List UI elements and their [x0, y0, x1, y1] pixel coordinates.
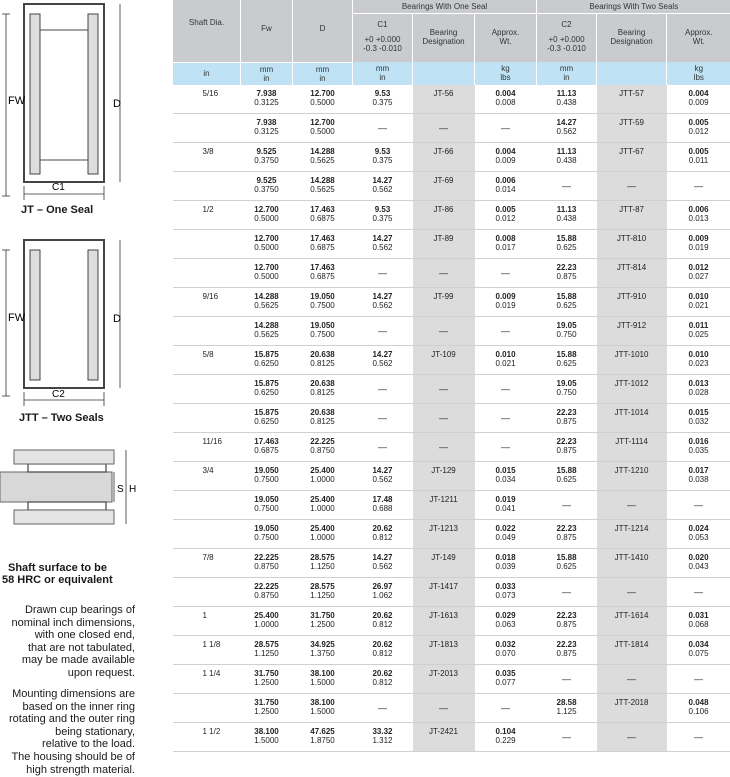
weight-two-seals-cell: 0.015 0.032 — [667, 404, 730, 433]
c1-cell: 14.27 0.562 — [353, 230, 413, 259]
fw-cell: 22.225 0.8750 — [241, 578, 293, 607]
shaft-dia-cell — [173, 259, 241, 288]
table-row — [173, 85, 730, 114]
designation-one-seal-cell: — — [413, 259, 475, 288]
d-cell: 38.100 1.5000 — [293, 665, 353, 694]
weight-one-seal-cell: 0.033 0.073 — [475, 578, 537, 607]
header-d: D — [293, 0, 353, 62]
fw-cell: 12.700 0.5000 — [241, 230, 293, 259]
jtt-two-seals-diagram — [0, 236, 140, 424]
fw-cell: 12.700 0.5000 — [241, 259, 293, 288]
designation-one-seal-cell: JT-1613 — [413, 607, 475, 636]
designation-one-seal-cell: JT-89 — [413, 230, 475, 259]
c2-cell: 15.88 0.625 — [537, 346, 597, 375]
unit-wt-1: kg lbs — [475, 62, 537, 85]
designation-one-seal-cell: JT-1417 — [413, 578, 475, 607]
unit-c1: mm in — [353, 62, 413, 85]
shaft-caption-1: Shaft surface to be — [8, 562, 108, 574]
c2-cell: 19.05 0.750 — [537, 375, 597, 404]
designation-one-seal-cell: — — [413, 114, 475, 143]
designation-two-seals-cell: JTT-59 — [597, 114, 667, 143]
weight-one-seal-cell: 0.010 0.021 — [475, 346, 537, 375]
header-designation-1: Bearing Designation — [413, 14, 475, 63]
fw-cell: 7.938 0.3125 — [241, 85, 293, 114]
designation-one-seal-cell: — — [413, 317, 475, 346]
designation-one-seal-cell: — — [413, 694, 475, 723]
table-row — [173, 259, 730, 288]
table-row — [173, 114, 730, 143]
designation-two-seals-cell: JTT-1410 — [597, 549, 667, 578]
table-row — [173, 549, 730, 578]
c2-cell: 11.13 0.438 — [537, 85, 597, 114]
c1-cell: — — [353, 694, 413, 723]
designation-two-seals-cell: — — [597, 665, 667, 694]
shaft-dia-cell — [173, 114, 241, 143]
d-cell: 28.575 1.1250 — [293, 549, 353, 578]
c2-label: C2 — [52, 389, 65, 400]
d-cell: 22.225 0.8750 — [293, 433, 353, 462]
c1-cell: 20.62 0.812 — [353, 636, 413, 665]
weight-two-seals-cell: 0.010 0.023 — [667, 346, 730, 375]
designation-one-seal-cell: JT-99 — [413, 288, 475, 317]
shaft-dia-cell — [173, 520, 241, 549]
c1-cell: 26.97 1.062 — [353, 578, 413, 607]
designation-two-seals-cell: JTT-1210 — [597, 462, 667, 491]
shaft-dia-cell — [173, 375, 241, 404]
shaft-dia-cell: 1 1/4 — [173, 665, 241, 694]
shaft-dia-cell — [173, 491, 241, 520]
table-row — [173, 375, 730, 404]
d-cell: 20.638 0.8125 — [293, 346, 353, 375]
designation-two-seals-cell: JTT-1014 — [597, 404, 667, 433]
table-row — [173, 317, 730, 346]
fw-cell: 19.050 0.7500 — [241, 491, 293, 520]
left-panel — [0, 0, 140, 777]
d-cell: 31.750 1.2500 — [293, 607, 353, 636]
weight-one-seal-cell: 0.009 0.019 — [475, 288, 537, 317]
d-cell: 25.400 1.0000 — [293, 491, 353, 520]
weight-two-seals-cell: 0.020 0.043 — [667, 549, 730, 578]
d-cell: 20.638 0.8125 — [293, 375, 353, 404]
designation-one-seal-cell: JT-2421 — [413, 723, 475, 752]
designation-one-seal-cell: JT-86 — [413, 201, 475, 230]
fw-label: FW — [8, 95, 26, 107]
unit-d: mm in — [293, 62, 353, 85]
unit-designation-1 — [413, 62, 475, 85]
h-label: H — [129, 484, 137, 495]
c1-cell: — — [353, 114, 413, 143]
shaft-dia-cell — [173, 317, 241, 346]
table-row — [173, 172, 730, 201]
fw-cell: 14.288 0.5625 — [241, 317, 293, 346]
c2-cell: — — [537, 172, 597, 201]
c2-cell: — — [537, 665, 597, 694]
table-row — [173, 143, 730, 172]
shaft-dia-cell: 3/4 — [173, 462, 241, 491]
weight-one-seal-cell: 0.029 0.063 — [475, 607, 537, 636]
fw-cell: 28.575 1.1250 — [241, 636, 293, 665]
header-designation-2: Bearing Designation — [597, 14, 667, 63]
designation-two-seals-cell: JTT-2018 — [597, 694, 667, 723]
designation-one-seal-cell: JT-149 — [413, 549, 475, 578]
table-row — [173, 462, 730, 491]
weight-one-seal-cell: — — [475, 404, 537, 433]
unit-designation-2 — [597, 62, 667, 85]
weight-one-seal-cell: 0.008 0.017 — [475, 230, 537, 259]
shaft-dia-cell — [173, 172, 241, 201]
shaft-dia-cell: 5/8 — [173, 346, 241, 375]
c2-cell: 15.88 0.625 — [537, 230, 597, 259]
designation-two-seals-cell: JTT-910 — [597, 288, 667, 317]
d-cell: 34.925 1.3750 — [293, 636, 353, 665]
shaft-dia-cell: 1 — [173, 607, 241, 636]
fw-cell: 19.050 0.7500 — [241, 462, 293, 491]
c1-cell: 14.27 0.562 — [353, 172, 413, 201]
c1-cell: 20.62 0.812 — [353, 665, 413, 694]
weight-two-seals-cell: 0.009 0.019 — [667, 230, 730, 259]
designation-one-seal-cell: JT-66 — [413, 143, 475, 172]
c1-cell: 9.53 0.375 — [353, 201, 413, 230]
group-one-seal: Bearings With One Seal — [353, 0, 537, 14]
shaft-dia-cell: 5/16 — [173, 85, 241, 114]
shaft-dia-cell: 9/16 — [173, 288, 241, 317]
weight-one-seal-cell: 0.035 0.077 — [475, 665, 537, 694]
designation-two-seals-cell: — — [597, 723, 667, 752]
shaft-dia-cell: 1/2 — [173, 201, 241, 230]
table-row — [173, 346, 730, 375]
weight-two-seals-cell: — — [667, 578, 730, 607]
shaft-dia-cell: 1 1/8 — [173, 636, 241, 665]
designation-two-seals-cell: JTT-810 — [597, 230, 667, 259]
table-row — [173, 491, 730, 520]
table-row — [173, 288, 730, 317]
designation-two-seals-cell: — — [597, 172, 667, 201]
jt-one-seal-diagram — [0, 0, 140, 216]
unit-fw: mm in — [241, 62, 293, 85]
d-cell: 38.100 1.5000 — [293, 694, 353, 723]
unit-wt-2: kg lbs — [667, 62, 730, 85]
c1-cell: 14.27 0.562 — [353, 346, 413, 375]
shaft-dia-cell — [173, 230, 241, 259]
c1-cell: — — [353, 433, 413, 462]
table-row — [173, 520, 730, 549]
designation-two-seals-cell: JTT-912 — [597, 317, 667, 346]
weight-one-seal-cell: — — [475, 375, 537, 404]
c2-cell: 15.88 0.625 — [537, 462, 597, 491]
fw-cell: 17.463 0.6875 — [241, 433, 293, 462]
designation-one-seal-cell: JT-69 — [413, 172, 475, 201]
c1-cell: — — [353, 259, 413, 288]
c2-cell: 14.27 0.562 — [537, 114, 597, 143]
weight-two-seals-cell: 0.024 0.053 — [667, 520, 730, 549]
d-cell: 20.638 0.8125 — [293, 404, 353, 433]
weight-one-seal-cell: 0.018 0.039 — [475, 549, 537, 578]
weight-one-seal-cell: — — [475, 114, 537, 143]
jtt-caption: JTT – Two Seals — [19, 412, 104, 424]
designation-two-seals-cell: JTT-1814 — [597, 636, 667, 665]
fw-cell: 38.100 1.5000 — [241, 723, 293, 752]
weight-two-seals-cell: — — [667, 665, 730, 694]
fw-cell: 9.525 0.3750 — [241, 172, 293, 201]
designation-one-seal-cell: — — [413, 375, 475, 404]
designation-two-seals-cell: — — [597, 491, 667, 520]
weight-two-seals-cell: 0.048 0.106 — [667, 694, 730, 723]
d-cell: 14.288 0.5625 — [293, 172, 353, 201]
note-not-tabulated: Drawn cup bearings of nominal inch dimensions, with one closed end, that are not tabulated, may be made available upon request. — [11, 604, 135, 679]
weight-one-seal-cell: 0.004 0.008 — [475, 85, 537, 114]
fw-cell: 25.400 1.0000 — [241, 607, 293, 636]
c1-cell: — — [353, 317, 413, 346]
c2-cell: 11.13 0.438 — [537, 201, 597, 230]
c2-cell: 15.88 0.625 — [537, 549, 597, 578]
fw-cell: 9.525 0.3750 — [241, 143, 293, 172]
weight-one-seal-cell: — — [475, 259, 537, 288]
d-cell: 47.625 1.8750 — [293, 723, 353, 752]
fw-cell: 22.225 0.8750 — [241, 549, 293, 578]
c2-cell: 22.23 0.875 — [537, 636, 597, 665]
c1-cell: 33.32 1.312 — [353, 723, 413, 752]
table-row — [173, 201, 730, 230]
group-two-seals: Bearings With Two Seals — [537, 0, 730, 14]
table-row — [173, 230, 730, 259]
table-row — [173, 578, 730, 607]
designation-two-seals-cell: JTT-1010 — [597, 346, 667, 375]
table-row — [173, 665, 730, 694]
weight-two-seals-cell: 0.005 0.011 — [667, 143, 730, 172]
header-wt-2: Approx. Wt. — [667, 14, 730, 63]
designation-two-seals-cell: JTT-1114 — [597, 433, 667, 462]
c1-cell: 14.27 0.562 — [353, 549, 413, 578]
d-cell: 19.050 0.7500 — [293, 317, 353, 346]
designation-one-seal-cell: — — [413, 404, 475, 433]
c1-cell: — — [353, 375, 413, 404]
c2-cell: 22.23 0.875 — [537, 520, 597, 549]
designation-two-seals-cell: JTT-87 — [597, 201, 667, 230]
weight-one-seal-cell: 0.006 0.014 — [475, 172, 537, 201]
d-cell: 19.050 0.7500 — [293, 288, 353, 317]
c1-cell: 14.27 0.562 — [353, 462, 413, 491]
shaft-dia-cell: 7/8 — [173, 549, 241, 578]
unit-shaft: in — [173, 62, 241, 85]
weight-one-seal-cell: 0.019 0.041 — [475, 491, 537, 520]
weight-one-seal-cell: 0.004 0.009 — [475, 143, 537, 172]
weight-two-seals-cell: 0.013 0.028 — [667, 375, 730, 404]
d-cell: 17.463 0.6875 — [293, 259, 353, 288]
shaft-dia-cell: 3/8 — [173, 143, 241, 172]
designation-one-seal-cell: JT-109 — [413, 346, 475, 375]
c2-cell: 22.23 0.875 — [537, 404, 597, 433]
fw-cell: 31.750 1.2500 — [241, 694, 293, 723]
header-wt-1: Approx. Wt. — [475, 14, 537, 63]
d-cell: 14.288 0.5625 — [293, 143, 353, 172]
shaft-caption-2: 58 HRC or equivalent — [2, 574, 113, 586]
weight-one-seal-cell: 0.104 0.229 — [475, 723, 537, 752]
weight-one-seal-cell: — — [475, 317, 537, 346]
jt-caption: JT – One Seal — [21, 204, 94, 216]
d-label-2: D — [113, 313, 121, 325]
weight-one-seal-cell: 0.015 0.034 — [475, 462, 537, 491]
c1-cell: 9.53 0.375 — [353, 85, 413, 114]
s-label: S — [117, 484, 124, 495]
designation-two-seals-cell: JTT-1012 — [597, 375, 667, 404]
header-shaft-dia: Shaft Dia. — [173, 0, 241, 62]
fw-cell: 14.288 0.5625 — [241, 288, 293, 317]
weight-one-seal-cell: 0.032 0.070 — [475, 636, 537, 665]
designation-one-seal-cell: JT-56 — [413, 85, 475, 114]
designation-one-seal-cell: — — [413, 433, 475, 462]
d-cell: 25.400 1.0000 — [293, 462, 353, 491]
header-c1: C1 +0 +0.000 -0.3 -0.010 — [353, 14, 413, 63]
c1-label: C1 — [52, 182, 65, 193]
c1-cell: 9.53 0.375 — [353, 143, 413, 172]
c2-cell: 22.23 0.875 — [537, 259, 597, 288]
fw-cell: 31.750 1.2500 — [241, 665, 293, 694]
fw-label-2: FW — [8, 312, 26, 324]
shaft-dia-cell — [173, 694, 241, 723]
d-cell: 28.575 1.1250 — [293, 578, 353, 607]
fw-cell: 15.875 0.6250 — [241, 404, 293, 433]
unit-c2: mm in — [537, 62, 597, 85]
c2-cell: 15.88 0.625 — [537, 288, 597, 317]
designation-one-seal-cell: JT-1211 — [413, 491, 475, 520]
weight-two-seals-cell: 0.004 0.009 — [667, 85, 730, 114]
c2-cell: 11.13 0.438 — [537, 143, 597, 172]
c2-cell: 28.58 1.125 — [537, 694, 597, 723]
weight-one-seal-cell: 0.005 0.012 — [475, 201, 537, 230]
weight-two-seals-cell: — — [667, 491, 730, 520]
fw-cell: 15.875 0.6250 — [241, 346, 293, 375]
c1-cell: 20.62 0.812 — [353, 520, 413, 549]
weight-one-seal-cell: 0.022 0.049 — [475, 520, 537, 549]
designation-two-seals-cell: JTT-814 — [597, 259, 667, 288]
table-row — [173, 404, 730, 433]
designation-two-seals-cell: JTT-1614 — [597, 607, 667, 636]
designation-two-seals-cell: JTT-1214 — [597, 520, 667, 549]
designation-one-seal-cell: JT-129 — [413, 462, 475, 491]
fw-cell: 7.938 0.3125 — [241, 114, 293, 143]
table-row — [173, 694, 730, 723]
c2-cell: — — [537, 723, 597, 752]
shaft-dia-cell — [173, 404, 241, 433]
weight-two-seals-cell: — — [667, 172, 730, 201]
c2-cell: 19.05 0.750 — [537, 317, 597, 346]
fw-cell: 19.050 0.7500 — [241, 520, 293, 549]
c1-cell: 20.62 0.812 — [353, 607, 413, 636]
header-fw: Fw — [241, 0, 293, 62]
designation-one-seal-cell: JT-1813 — [413, 636, 475, 665]
weight-two-seals-cell: 0.017 0.038 — [667, 462, 730, 491]
d-cell: 12.700 0.5000 — [293, 114, 353, 143]
c2-cell: 22.23 0.875 — [537, 433, 597, 462]
c2-cell: — — [537, 578, 597, 607]
weight-two-seals-cell: 0.016 0.035 — [667, 433, 730, 462]
shaft-mounting-diagram — [0, 446, 140, 551]
c2-cell: 22.23 0.875 — [537, 607, 597, 636]
designation-two-seals-cell: JTT-67 — [597, 143, 667, 172]
weight-two-seals-cell: 0.034 0.075 — [667, 636, 730, 665]
designation-two-seals-cell: — — [597, 578, 667, 607]
shaft-dia-cell — [173, 578, 241, 607]
weight-two-seals-cell: 0.005 0.012 — [667, 114, 730, 143]
c1-cell: 14.27 0.562 — [353, 288, 413, 317]
fw-cell: 12.700 0.5000 — [241, 201, 293, 230]
designation-one-seal-cell: JT-2013 — [413, 665, 475, 694]
shaft-dia-cell: 1 1/2 — [173, 723, 241, 752]
header-c2: C2 +0 +0.000 -0.3 -0.010 — [537, 14, 597, 63]
fw-cell: 15.875 0.6250 — [241, 375, 293, 404]
c1-cell: — — [353, 404, 413, 433]
c1-cell: 17.48 0.688 — [353, 491, 413, 520]
weight-one-seal-cell: — — [475, 433, 537, 462]
designation-two-seals-cell: JTT-57 — [597, 85, 667, 114]
d-cell: 17.463 0.6875 — [293, 201, 353, 230]
table-row — [173, 607, 730, 636]
d-cell: 17.463 0.6875 — [293, 230, 353, 259]
weight-two-seals-cell: 0.011 0.025 — [667, 317, 730, 346]
weight-two-seals-cell: 0.031 0.068 — [667, 607, 730, 636]
weight-one-seal-cell: — — [475, 694, 537, 723]
table-row — [173, 723, 730, 752]
bearing-table — [172, 0, 730, 752]
weight-two-seals-cell: 0.006 0.013 — [667, 201, 730, 230]
c2-cell: — — [537, 491, 597, 520]
table-row — [173, 433, 730, 462]
shaft-dia-cell: 11/16 — [173, 433, 241, 462]
note-mounting: Mounting dimensions are based on the inner ring rotating and the outer ring being stationary, relative to the load. The housing should be of high strength material. — [9, 688, 135, 776]
weight-two-seals-cell: — — [667, 723, 730, 752]
table-row — [173, 636, 730, 665]
d-cell: 25.400 1.0000 — [293, 520, 353, 549]
designation-one-seal-cell: JT-1213 — [413, 520, 475, 549]
weight-two-seals-cell: 0.010 0.021 — [667, 288, 730, 317]
d-cell: 12.700 0.5000 — [293, 85, 353, 114]
weight-two-seals-cell: 0.012 0.027 — [667, 259, 730, 288]
d-label: D — [113, 98, 121, 110]
